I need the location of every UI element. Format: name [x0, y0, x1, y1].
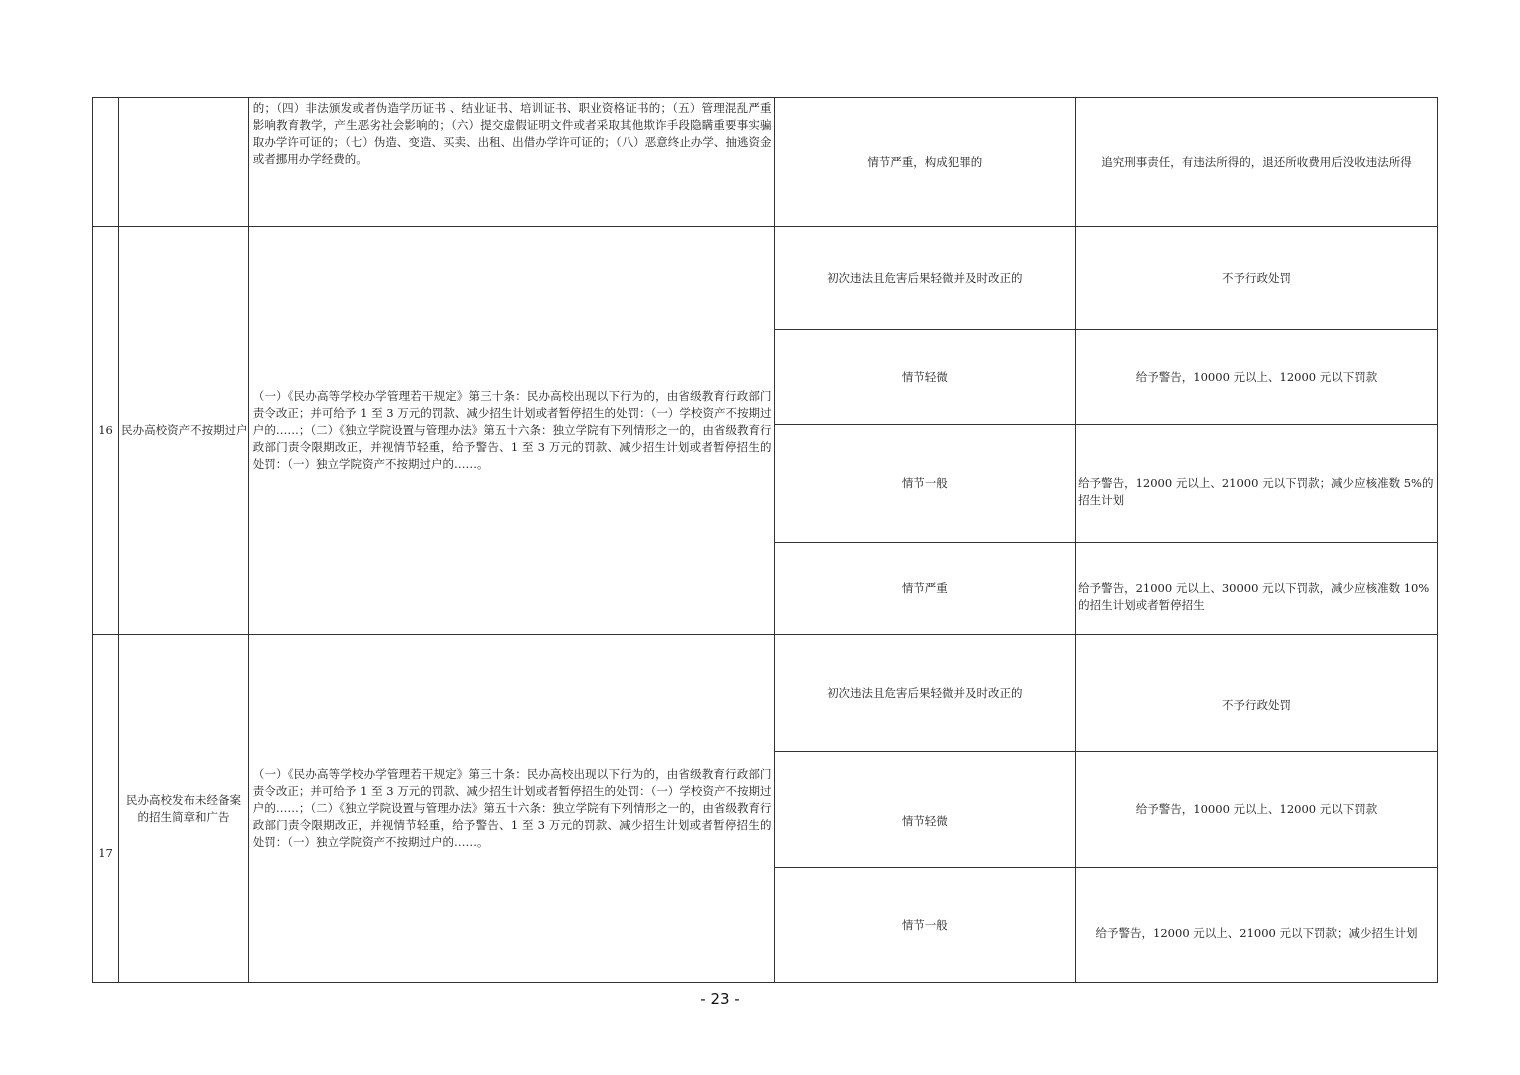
cell-circumstance: 初次违法且危害后果轻微并及时改正的: [774, 227, 1076, 330]
cell-standard: 不予行政处罚: [1076, 227, 1438, 330]
cell-standard: 给予警告，10000 元以上、12000 元以下罚款: [1076, 330, 1438, 425]
cell-circumstance: 情节一般: [774, 425, 1076, 543]
cell-standard: 不予行政处罚: [1076, 635, 1438, 752]
cell-standard: 追究刑事责任，有违法所得的，退还所收费用后没收违法所得: [1076, 98, 1438, 227]
cell-circumstance: 情节一般: [774, 868, 1076, 983]
cell-no-17: 17: [93, 635, 119, 983]
basis-text-16: （一）《民办高等学校办学管理若干规定》第三十条：民办高校出现以下行为的，由省级教育行政部门责令改正；并可给予 1 至 3 万元的罚款、减少招生计划或者暂停招生的处罚：（一）学校资产不按期过户的……；（二）《独立学院设置与管理办法》第五十六条：独立学院有下列情形之一的，由省级教育行政部门责令限期改正，并视情节轻重，给予警告、1 至 3 万元的罚款、减少招生计划或者暂停招生的处罚：（一）独立学院资产不按期过户的……。: [252, 389, 772, 471]
basis-text-17: （一）《民办高等学校办学管理若干规定》第三十条：民办高校出现以下行为的，由省级教育行政部门责令改正；并可给予 1 至 3 万元的罚款、减少招生计划或者暂停招生的处罚：（一）学校资产不按期过户的……；（二）《独立学院设置与管理办法》第五十六条：独立学院有下列情形之一的，由省级教育行政部门责令限期改正，并视情节轻重，给予警告、1 至 3 万元的罚款、减少招生计划或者暂停招生的处罚：（一）独立学院资产不按期过户的……。: [252, 767, 772, 849]
page-number: - 23 -: [700, 990, 740, 1008]
cell-circumstance: 情节严重，构成犯罪的: [774, 98, 1076, 227]
cell-circumstance: 情节轻微: [774, 752, 1076, 868]
cell-basis: [248, 98, 774, 227]
basis-text: 的；（四）非法颁发或者伪造学历证书 、结业证书、培训证书、职业资格证书的；（五）管理混乱严重影响教育教学，产生恶劣社会影响的；（六）提交虚假证明文件或者采取其他欺诈手段隐瞒重要事实骗取办学许可证的；（七）伪造、变造、买卖、出租、出借办学许可证的；（八）恶意终止办学、抽逃资金或者挪用办学经费的。: [252, 101, 772, 166]
cell-circumstance: 情节严重: [774, 543, 1076, 635]
cell-standard: 给予警告，10000 元以上、12000 元以下罚款: [1076, 752, 1438, 868]
cell-basis-16: [248, 227, 774, 635]
cell-item: [119, 98, 249, 227]
penalty-standards-table: [92, 97, 1438, 983]
table-row-continuation: [93, 98, 1438, 227]
cell-circumstance: 情节轻微: [774, 330, 1076, 425]
cell-item-16: 民办高校资产不按期过户: [119, 227, 249, 635]
cell-no-16: 16: [93, 227, 119, 635]
cell-standard: 给予警告，21000 元以上、30000 元以下罚款，减少应核准数 10%的招生计划或者暂停招生: [1076, 543, 1438, 635]
table-row-16-level-1: [93, 227, 1438, 330]
cell-standard: 给予警告，12000 元以上、21000 元以下罚款；减少应核准数 5%的招生计划: [1076, 425, 1438, 543]
cell-circumstance: 初次违法且危害后果轻微并及时改正的: [774, 635, 1076, 752]
table-row-17-level-1: [93, 635, 1438, 752]
cell-basis-17: [248, 635, 774, 983]
cell-standard: 给予警告，12000 元以上、21000 元以下罚款；减少招生计划: [1076, 868, 1438, 983]
cell-item-17: 民办高校发布未经备案的招生简章和广告: [119, 635, 249, 983]
cell-no: [93, 98, 119, 227]
